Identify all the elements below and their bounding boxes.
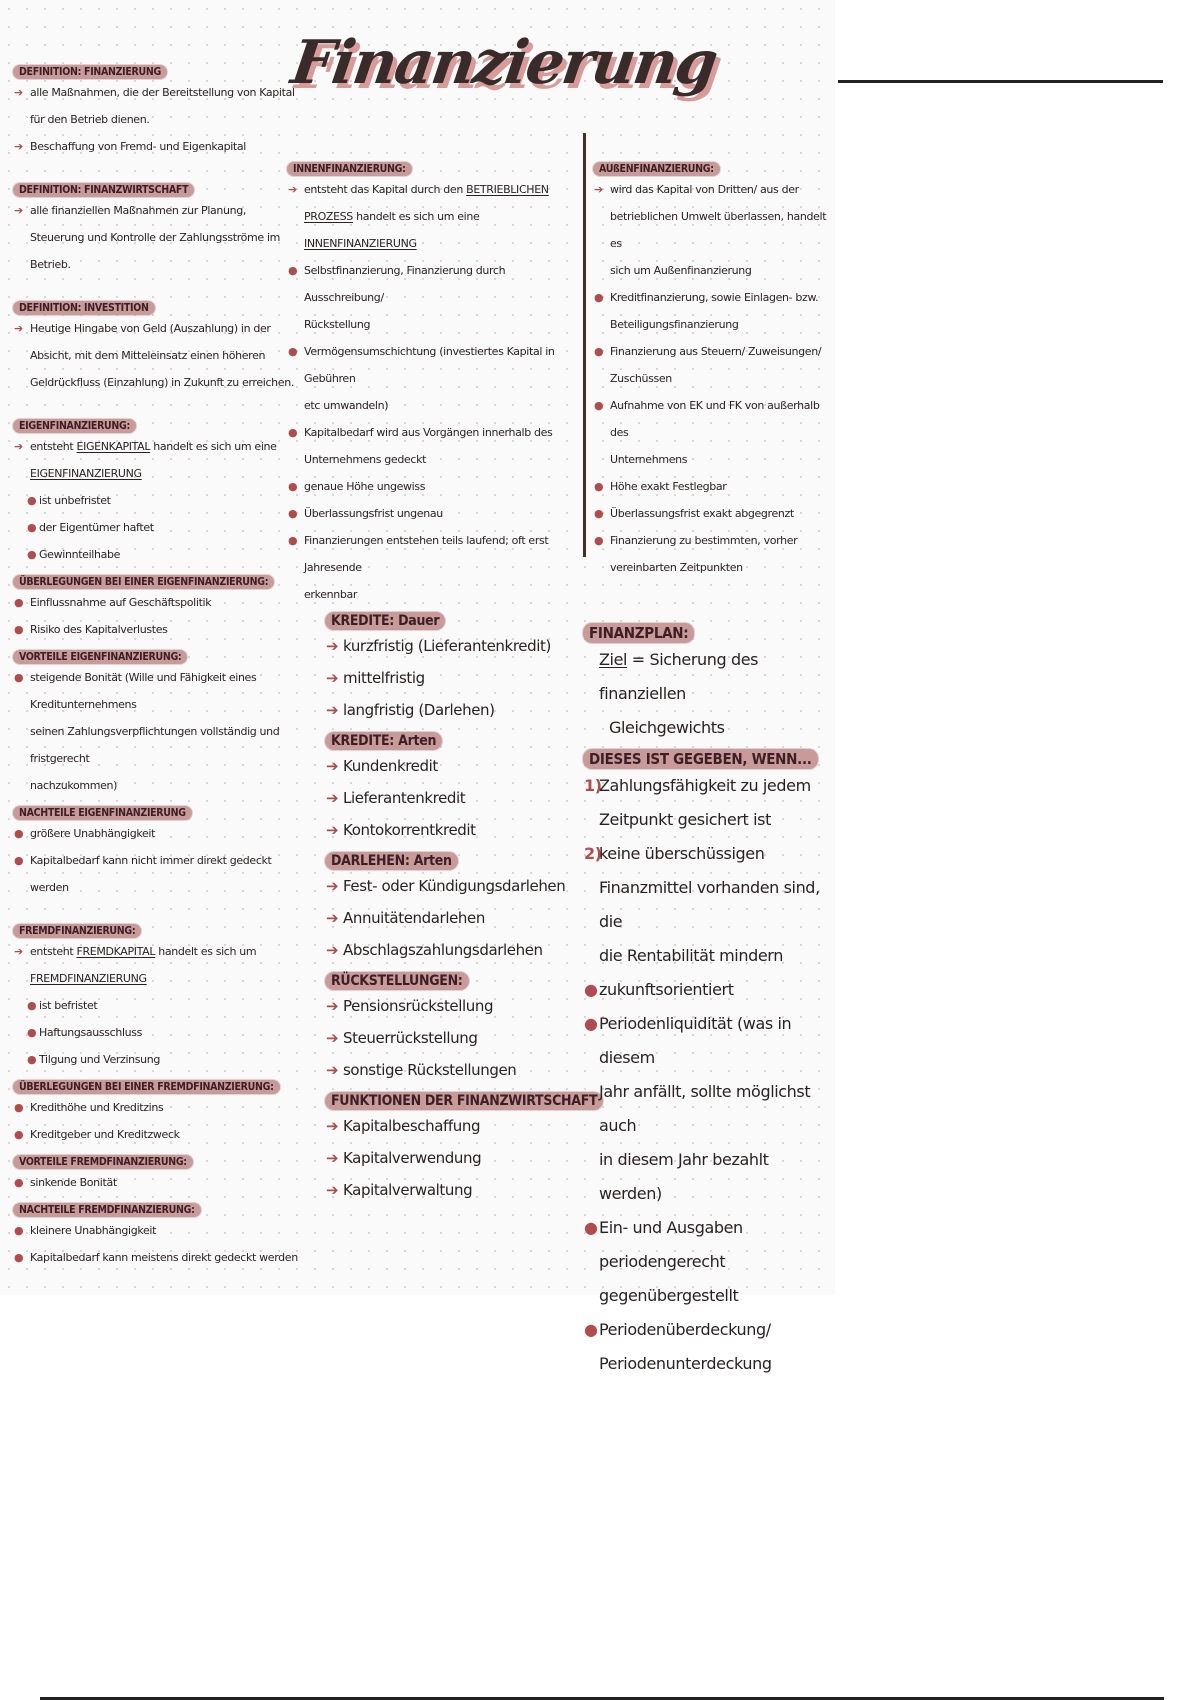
- left-column: [13, 60, 313, 1273]
- item-text: Beschaffung von Fremd- und Eigenkapital: [30, 140, 246, 153]
- list-item: [593, 338, 833, 365]
- item-text: die Rentabilität mindern: [599, 946, 783, 965]
- bullet-icon: ●: [594, 399, 604, 412]
- list-item: [583, 711, 833, 745]
- section: [13, 1198, 313, 1271]
- arrow-icon: ➔: [326, 821, 339, 839]
- item-text: Kapitalverwendung: [343, 1149, 482, 1167]
- bullet-icon: ●: [14, 854, 24, 867]
- list-item: [287, 311, 587, 338]
- item-text: Zeitpunkt gesichert ist: [599, 810, 771, 829]
- item-text: Haftungsausschluss: [39, 1026, 143, 1039]
- item-text: Gleichgewichts: [609, 718, 725, 737]
- section-heading: NACHTEILE EIGENFINANZIERUNG: [13, 806, 192, 820]
- list-item: [13, 772, 313, 799]
- bullet-icon: ●: [584, 1218, 598, 1237]
- bullet-icon: ●: [14, 1101, 24, 1114]
- bullet-icon: ●: [27, 494, 37, 507]
- arrow-icon: ➔: [326, 1117, 339, 1135]
- list-item: [325, 814, 585, 846]
- list-item: [325, 870, 585, 902]
- item-text: Finanzierung aus Steuern/ Zuweisungen/: [610, 345, 822, 358]
- arrow-icon: ➔: [326, 789, 339, 807]
- item-text: Kapitalbedarf wird aus Vorgängen innerhalb des: [304, 426, 553, 439]
- item-text: alle Maßnahmen, die der Bereitstellung von Kapital: [30, 86, 295, 99]
- section: [13, 801, 313, 901]
- section: [325, 970, 585, 1086]
- arrow-icon: ➔: [326, 1029, 339, 1047]
- item-text: Abschlagszahlungsdarlehen: [343, 941, 543, 959]
- item-text: Zuschüssen: [610, 372, 672, 385]
- list-item: [287, 338, 587, 392]
- section-heading: ÜBERLEGUNGEN BEI EINER FREMDFINANZIERUNG:: [13, 1080, 280, 1094]
- item-text: Finanzmittel vorhanden sind, die: [599, 878, 820, 931]
- arrow-icon: ➔: [326, 941, 339, 959]
- item-text: Selbstfinanzierung, Finanzierung durch Ausschreibung/: [304, 264, 506, 304]
- list-item: [593, 554, 833, 581]
- list-item: [325, 1054, 585, 1086]
- item-text: Lieferantenkredit: [343, 789, 466, 807]
- section-heading: DIESES IST GEGEBEN, WENN...: [583, 749, 818, 769]
- section-heading: DEFINITION: INVESTITION: [13, 301, 155, 315]
- section-heading: EIGENFINANZIERUNG:: [13, 419, 136, 433]
- item-text: betrieblichen Umwelt überlassen, handelt es: [610, 210, 827, 250]
- list-item: [13, 315, 313, 342]
- section: [583, 749, 833, 1381]
- list-item: [593, 473, 833, 500]
- bullet-icon: ●: [594, 345, 604, 358]
- list-item: [325, 934, 585, 966]
- list-item: [13, 1169, 313, 1196]
- section-heading: RÜCKSTELLUNGEN:: [325, 972, 469, 990]
- item-text: Steuerrückstellung: [343, 1029, 478, 1047]
- arrow-icon: ➔: [326, 701, 339, 719]
- bullet-icon: ●: [288, 534, 298, 547]
- item-text: Heutige Hingabe von Geld (Auszahlung) in der: [30, 322, 271, 335]
- bullet-list: [325, 1110, 585, 1206]
- list-item: [13, 251, 313, 278]
- section: [13, 296, 313, 396]
- item-text: kleinere Unabhängigkeit: [30, 1224, 157, 1237]
- arrow-icon: ➔: [326, 669, 339, 687]
- bullet-icon: ●: [14, 1128, 24, 1141]
- bullet-icon: ●: [288, 507, 298, 520]
- list-item: [13, 820, 313, 847]
- list-item: [583, 973, 833, 1007]
- bullet-list: [13, 1217, 313, 1271]
- arrow-icon: ➔: [326, 1149, 339, 1167]
- list-item: [325, 694, 585, 726]
- bullet-icon: ●: [584, 1320, 598, 1339]
- item-text: Fest- oder Kündigungsdarlehen: [343, 877, 566, 895]
- list-item: [593, 203, 833, 257]
- bullet-icon: ●: [14, 1224, 24, 1237]
- section: [13, 178, 313, 278]
- list-item: [325, 1142, 585, 1174]
- item-text: erkennbar: [304, 588, 358, 601]
- item-text: genaue Höhe ungewiss: [304, 480, 426, 493]
- list-number: 1): [584, 776, 602, 795]
- list-item: [583, 643, 833, 711]
- item-text: sonstige Rückstellungen: [343, 1061, 517, 1079]
- item-text: Pensionsrückstellung: [343, 997, 494, 1015]
- arrow-icon: ➔: [14, 945, 23, 958]
- section: [583, 623, 833, 745]
- section: [13, 570, 313, 643]
- item-text: sinkende Bonität: [30, 1176, 117, 1189]
- item-text: PROZESS handelt es sich um eine INNENFINANZIERUNG: [304, 210, 480, 250]
- list-item: [593, 365, 833, 392]
- arrow-icon: ➔: [14, 440, 23, 453]
- list-item: [13, 965, 313, 992]
- arrow-icon: ➔: [326, 997, 339, 1015]
- bullet-list: [325, 990, 585, 1086]
- list-item: [287, 500, 587, 527]
- list-item: [287, 392, 587, 419]
- section: [13, 414, 313, 568]
- bullet-icon: ●: [594, 507, 604, 520]
- list-item: [13, 1094, 313, 1121]
- item-text: vereinbarten Zeitpunkten: [610, 561, 743, 574]
- arrow-icon: ➔: [14, 322, 23, 335]
- list-item: [593, 392, 833, 446]
- bullet-icon: ●: [14, 596, 24, 609]
- item-text: Kapitalbeschaffung: [343, 1117, 481, 1135]
- list-item: [287, 257, 587, 311]
- item-text: Annuitätendarlehen: [343, 909, 485, 927]
- list-item: [583, 769, 833, 803]
- item-text: seinen Zahlungsverpflichtungen vollständig und fristgerecht: [30, 725, 280, 765]
- item-text: Ein- und Ausgaben periodengerecht: [599, 1218, 743, 1271]
- item-text: wird das Kapital von Dritten/ aus der: [610, 183, 799, 196]
- item-text: Unternehmens: [610, 453, 688, 466]
- item-text: für den Betrieb dienen.: [30, 113, 150, 126]
- item-text: Jahr anfällt, sollte möglichst auch: [599, 1082, 811, 1135]
- bullet-list: [583, 643, 833, 745]
- list-item: [13, 718, 313, 772]
- list-item: [13, 616, 313, 643]
- section: [593, 157, 833, 581]
- list-item: [13, 197, 313, 224]
- item-text: Finanzierung zu bestimmten, vorher: [610, 534, 798, 547]
- right-bottom-column: [583, 623, 833, 1383]
- list-item: [583, 871, 833, 939]
- list-item: [583, 837, 833, 871]
- item-text: Kapitalbedarf kann nicht immer direkt gedeckt werden: [30, 854, 272, 894]
- bullet-list: [13, 589, 313, 643]
- bullet-icon: ●: [14, 671, 24, 684]
- item-text: sich um Außenfinanzierung: [610, 264, 752, 277]
- list-item: [13, 938, 313, 965]
- list-item: [13, 664, 313, 718]
- bullet-list: [13, 433, 313, 568]
- bullet-icon: ●: [584, 1014, 598, 1033]
- list-item: [593, 176, 833, 203]
- section: [13, 1150, 313, 1196]
- list-item: [13, 433, 313, 460]
- item-text: Periodenunterdeckung: [599, 1354, 772, 1373]
- item-text: Beteiligungsfinanzierung: [610, 318, 739, 331]
- bullet-list: [13, 820, 313, 901]
- arrow-icon: ➔: [326, 909, 339, 927]
- bullet-list: [287, 176, 587, 608]
- top-divider: [838, 80, 1163, 83]
- item-text: Kapitalbedarf kann meistens direkt gedeckt werden: [30, 1251, 298, 1264]
- item-text: Absicht, mit dem Mitteleinsatz einen höheren: [30, 349, 266, 362]
- bullet-list: [325, 630, 585, 726]
- bullet-list: [13, 1094, 313, 1148]
- list-item: [583, 1143, 833, 1211]
- bullet-list: [13, 197, 313, 278]
- list-item: [287, 446, 587, 473]
- bullet-icon: ●: [14, 1176, 24, 1189]
- list-item: [583, 1007, 833, 1075]
- bullet-icon: ●: [27, 1053, 37, 1066]
- section-heading: KREDITE: Arten: [325, 732, 442, 750]
- list-item: [325, 902, 585, 934]
- list-item: [287, 419, 587, 446]
- item-text: nachzukommen): [30, 779, 118, 792]
- section-heading: DARLEHEN: Arten: [325, 852, 458, 870]
- list-item: [13, 1244, 313, 1271]
- list-item: [13, 1046, 313, 1073]
- item-text: Betrieb.: [30, 258, 71, 271]
- list-item: [287, 176, 587, 203]
- section-heading: VORTEILE EIGENFINANZIERUNG:: [13, 650, 187, 664]
- item-text: mittelfristig: [343, 669, 425, 687]
- bullet-list: [13, 664, 313, 799]
- right-top-column: [593, 157, 833, 581]
- section-heading: ÜBERLEGUNGEN BEI EINER EIGENFINANZIERUNG:: [13, 575, 274, 589]
- item-text: Aufnahme von EK und FK von außerhalb des: [610, 399, 820, 439]
- item-text: alle finanziellen Maßnahmen zur Planung,: [30, 204, 247, 217]
- middle-bottom-column: [325, 610, 598, 1210]
- list-item: [593, 527, 833, 554]
- item-text: entsteht FREMDKAPITAL handelt es sich um: [30, 945, 257, 958]
- bullet-icon: ●: [288, 345, 298, 358]
- section: [325, 610, 585, 726]
- section-heading: KREDITE: Dauer: [325, 612, 445, 630]
- list-item: [287, 581, 587, 608]
- bullet-icon: ●: [594, 534, 604, 547]
- item-text: ist unbefristet: [39, 494, 111, 507]
- list-item: [13, 342, 313, 369]
- arrow-icon: ➔: [14, 204, 23, 217]
- section: [325, 850, 585, 966]
- item-text: keine überschüssigen: [599, 844, 765, 863]
- item-text: Tilgung und Verzinsung: [39, 1053, 161, 1066]
- item-text: Kreditfinanzierung, sowie Einlagen- bzw.: [610, 291, 819, 304]
- list-item: [287, 203, 587, 257]
- item-text: Finanzierungen entstehen teils laufend; oft erst Jahresende: [304, 534, 549, 574]
- section: [13, 60, 313, 160]
- list-item: [287, 527, 587, 581]
- list-item: [325, 782, 585, 814]
- list-item: [583, 1347, 833, 1381]
- item-text: Unternehmens gedeckt: [304, 453, 427, 466]
- list-item: [13, 1121, 313, 1148]
- list-item: [13, 224, 313, 251]
- list-item: [13, 487, 313, 514]
- item-text: steigende Bonität (Wille und Fähigkeit eines Kreditunternehmens: [30, 671, 257, 711]
- bullet-list: [583, 769, 833, 1381]
- item-text: Ziel = Sicherung des finanziellen: [599, 650, 759, 703]
- item-text: Einflussnahme auf Geschäftspolitik: [30, 596, 212, 609]
- section-heading: FREMDFINANZIERUNG:: [13, 924, 141, 938]
- list-item: [593, 257, 833, 284]
- list-item: [593, 284, 833, 311]
- bullet-icon: ●: [288, 480, 298, 493]
- list-item: [593, 311, 833, 338]
- bullet-list: [325, 750, 585, 846]
- section: [13, 1075, 313, 1148]
- bullet-list: [325, 870, 585, 966]
- item-text: Kontokorrentkredit: [343, 821, 476, 839]
- bullet-icon: ●: [288, 426, 298, 439]
- bullet-icon: ●: [27, 1026, 37, 1039]
- list-item: [287, 473, 587, 500]
- bullet-list: [13, 315, 313, 396]
- item-text: Geldrückfluss (Einzahlung) in Zukunft zu erreichen.: [30, 376, 294, 389]
- list-item: [13, 541, 313, 568]
- bullet-icon: ●: [27, 548, 37, 561]
- list-item: [13, 1217, 313, 1244]
- bullet-icon: ●: [27, 999, 37, 1012]
- item-text: Gewinnteilhabe: [39, 548, 121, 561]
- section: [287, 157, 587, 608]
- section-heading: FUNKTIONEN DER FINANZWIRTSCHAFT: [325, 1092, 603, 1110]
- bullet-list: [13, 938, 313, 1073]
- arrow-icon: ➔: [326, 637, 339, 655]
- list-item: [325, 1022, 585, 1054]
- list-item: [13, 847, 313, 901]
- list-item: [13, 589, 313, 616]
- list-item: [325, 1174, 585, 1206]
- section-heading: DEFINITION: FINANZIERUNG: [13, 65, 167, 79]
- item-text: Kundenkredit: [343, 757, 438, 775]
- list-item: [13, 460, 313, 487]
- item-text: Steuerung und Kontrolle der Zahlungsströme im: [30, 231, 281, 244]
- arrow-icon: ➔: [326, 757, 339, 775]
- list-item: [593, 500, 833, 527]
- section: [325, 730, 585, 846]
- section-heading: VORTEILE FREMDFINANZIERUNG:: [13, 1155, 193, 1169]
- list-item: [13, 369, 313, 396]
- item-text: Kredithöhe und Kreditzins: [30, 1101, 164, 1114]
- item-text: gegenübergestellt: [599, 1286, 739, 1305]
- arrow-icon: ➔: [326, 877, 339, 895]
- bullet-list: [13, 79, 313, 160]
- arrow-icon: ➔: [14, 140, 23, 153]
- item-text: Kapitalverwaltung: [343, 1181, 473, 1199]
- item-text: Vermögensumschichtung (investiertes Kapital in Gebühren: [304, 345, 555, 385]
- item-text: in diesem Jahr bezahlt werden): [599, 1150, 769, 1203]
- arrow-icon: ➔: [14, 86, 23, 99]
- section-heading: FINANZPLAN:: [583, 623, 694, 643]
- list-item: [13, 1019, 313, 1046]
- item-text: Höhe exakt Festlegbar: [610, 480, 727, 493]
- list-item: [583, 939, 833, 973]
- list-item: [13, 133, 313, 160]
- section-heading: AUßENFINANZIERUNG:: [593, 162, 720, 176]
- item-text: langfristig (Darlehen): [343, 701, 495, 719]
- list-item: [13, 79, 313, 106]
- arrow-icon: ➔: [326, 1181, 339, 1199]
- section: [325, 1090, 598, 1206]
- bullet-icon: ●: [594, 480, 604, 493]
- list-item: [583, 803, 833, 837]
- item-text: zukunftsorientiert: [599, 980, 734, 999]
- section-heading: INNENFINANZIERUNG:: [287, 162, 412, 176]
- arrow-icon: ➔: [326, 1061, 339, 1079]
- item-text: größere Unabhängigkeit: [30, 827, 156, 840]
- item-text: Periodenüberdeckung/: [599, 1320, 771, 1339]
- list-item: [583, 1075, 833, 1143]
- item-text: FREMDFINANZIERUNG: [30, 972, 147, 985]
- list-item: [13, 992, 313, 1019]
- middle-top-column: [287, 157, 587, 608]
- list-item: [325, 750, 585, 782]
- list-number: 2): [584, 844, 602, 863]
- list-item: [583, 1313, 833, 1347]
- bullet-icon: ●: [584, 980, 598, 999]
- bullet-list: [13, 1169, 313, 1196]
- list-item: [325, 1110, 585, 1142]
- item-text: entsteht EIGENKAPITAL handelt es sich um eine: [30, 440, 277, 453]
- item-text: EIGENFINANZIERUNG: [30, 467, 142, 480]
- item-text: Rückstellung: [304, 318, 371, 331]
- item-text: Risiko des Kapitalverlustes: [30, 623, 168, 636]
- bullet-icon: ●: [288, 264, 298, 277]
- page-title: Finanzierung: [287, 28, 721, 98]
- section-heading: NACHTEILE FREMDFINANZIERUNG:: [13, 1203, 201, 1217]
- bullet-icon: ●: [594, 291, 604, 304]
- list-item: [325, 662, 585, 694]
- item-text: Kreditgeber und Kreditzweck: [30, 1128, 180, 1141]
- item-text: der Eigentümer haftet: [39, 521, 154, 534]
- item-text: entsteht das Kapital durch den BETRIEBLICHEN: [304, 183, 549, 196]
- item-text: Überlassungsfrist exakt abgegrenzt: [610, 507, 794, 520]
- item-text: etc umwandeln): [304, 399, 389, 412]
- bullet-icon: ●: [14, 1251, 24, 1264]
- item-text: ist befristet: [39, 999, 98, 1012]
- section-heading: DEFINITION: FINANZWIRTSCHAFT: [13, 183, 194, 197]
- list-item: [325, 990, 585, 1022]
- list-item: [325, 630, 585, 662]
- bullet-icon: ●: [27, 521, 37, 534]
- item-text: Periodenliquidität (was in diesem: [599, 1014, 792, 1067]
- list-item: [13, 514, 313, 541]
- bullet-list: [593, 176, 833, 581]
- item-text: Zahlungsfähigkeit zu jedem: [599, 776, 811, 795]
- item-text: Überlassungsfrist ungenau: [304, 507, 443, 520]
- list-item: [583, 1279, 833, 1313]
- section: [13, 919, 313, 1073]
- list-item: [13, 106, 313, 133]
- bullet-icon: ●: [14, 827, 24, 840]
- arrow-icon: ➔: [594, 183, 603, 196]
- arrow-icon: ➔: [288, 183, 297, 196]
- item-text: kurzfristig (Lieferantenkredit): [343, 637, 551, 655]
- list-item: [593, 446, 833, 473]
- section: [13, 645, 313, 799]
- list-item: [583, 1211, 833, 1279]
- bullet-icon: ●: [14, 623, 24, 636]
